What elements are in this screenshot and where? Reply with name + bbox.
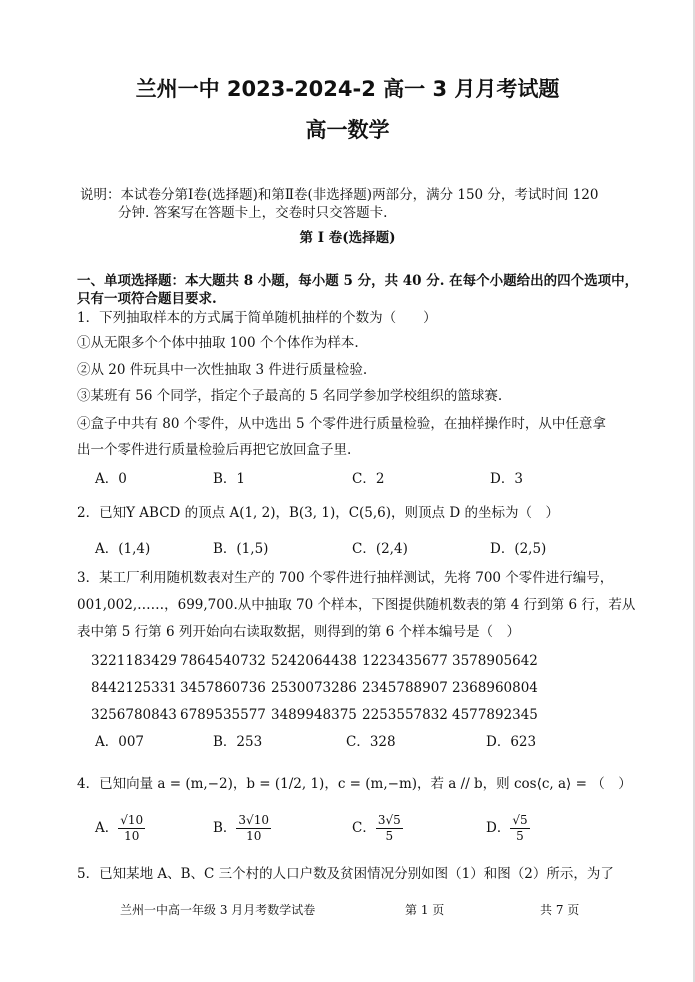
table-cell: 2345788907 <box>362 680 448 696</box>
q3-stem-2: 001,002,……，699,700.从中抽取 70 个样本，下图提供随机数表的第 4 行到第 6 行，若从 <box>77 597 636 613</box>
denominator: 5 <box>516 829 524 843</box>
subject-title: 高一数学 <box>305 118 390 142</box>
option-label: A． <box>95 820 119 836</box>
q1-item: ②从 20 件玩具中一次性抽取 3 件进行质量检验. <box>77 362 368 378</box>
table-cell: 6789535577 <box>180 707 266 723</box>
q2-option-c: C．(2,4) <box>352 541 408 557</box>
section-heading-1: 一、单项选择题：本大题共 8 小题，每小题 5 分，共 40 分. 在每个小题给出的四个选项中， <box>77 273 639 289</box>
q3-stem-3: 表中第 5 行第 6 列开始向右读取数据，则得到的第 6 个样本编号是（ ） <box>77 624 521 640</box>
q3-option-c: C．328 <box>346 734 396 750</box>
footer-page: 第 1 页 <box>405 903 445 917</box>
table-cell: 8442125331 <box>91 680 177 696</box>
fraction <box>236 813 271 844</box>
table-cell: 2530073286 <box>271 680 357 696</box>
q1-item: ①从无限多个个体中抽取 100 个个体作为样本. <box>77 335 359 351</box>
part-heading: 第 I 卷(选择题) <box>299 230 396 246</box>
q4-option <box>486 813 530 844</box>
table-cell: 1223435677 <box>362 653 448 669</box>
table-cell: 3221183429 <box>91 653 177 669</box>
q1-stem: 1．下列抽取样本的方式属于简单随机抽样的个数为（ ） <box>77 310 437 326</box>
option-label: D． <box>486 820 511 836</box>
q3-stem-1: 3．某工厂利用随机数表对生产的 700 个零件进行抽样测试，先将 700 个零件进行编号， <box>77 570 614 586</box>
table-cell: 3457860736 <box>180 680 266 696</box>
q1-option-a: A．0 <box>95 471 127 487</box>
denominator: 10 <box>124 829 140 843</box>
q4-option <box>213 813 271 844</box>
numerator: 3√10 <box>238 813 269 827</box>
q2-option-a: A．(1,4) <box>95 541 151 557</box>
q3-option-a: A．007 <box>95 734 145 750</box>
q4-option <box>352 813 403 844</box>
table-cell: 4577892345 <box>452 707 538 723</box>
q1-item: ③某班有 56 个同学，指定个子最高的 5 名同学参加学校组织的篮球赛. <box>77 388 503 404</box>
table-cell: 3489948375 <box>271 707 357 723</box>
q2-option-d: D．(2,5) <box>490 541 547 557</box>
q1-option-c: C．2 <box>352 471 385 487</box>
table-cell: 2368960804 <box>452 680 538 696</box>
q4-option <box>95 813 145 844</box>
q2-option-b: B．(1,5) <box>213 541 269 557</box>
numerator: √10 <box>120 813 144 827</box>
footer-left: 兰州一中高一年级 3 月月考数学试卷 <box>120 903 316 917</box>
q1-item: 出一个零件进行质量检验后再把它放回盒子里. <box>77 442 352 458</box>
q3-option-b: B．253 <box>213 734 263 750</box>
fraction <box>118 813 145 844</box>
instructions-line-1: 说明：本试卷分第Ⅰ卷(选择题)和第Ⅱ卷(非选择题)两部分，满分 150 分，考试时间 120 <box>80 187 599 203</box>
section-heading-2: 只有一项符合题目要求. <box>77 291 217 307</box>
fraction <box>376 813 403 844</box>
table-cell: 3256780843 <box>91 707 177 723</box>
option-label: B． <box>213 820 237 836</box>
q4-stem: 4．已知向量 a = (m,−2)，b = (1/2, 1)，c = (m,−m)，若 a // b，则 cos⟨c, a⟩ = （ ） <box>77 776 632 792</box>
q1-item: ④盒子中共有 80 个零件，从中选出 5 个零件进行质量检验，在抽样操作时，从中任意拿 <box>77 416 606 432</box>
table-cell: 2253557832 <box>362 707 448 723</box>
denominator: 5 <box>385 829 394 843</box>
q2-stem: 2．已知Y ABCD 的顶点 A(1, 2)，B(3, 1)，C(5,6)，则顶点 D 的坐标为（ ） <box>77 505 559 521</box>
q1-option-d: D．3 <box>490 471 523 487</box>
denominator: 10 <box>246 829 262 843</box>
instructions-line-2: 分钟. 答案写在答题卡上，交卷时只交答题卡. <box>118 205 388 221</box>
q5-stem: 5．已知某地 A、B、C 三个村的人口户数及贫困情况分别如图（1）和图（2）所示，为了 <box>77 866 614 882</box>
q1-option-b: B．1 <box>213 471 246 487</box>
table-cell: 3578905642 <box>452 653 538 669</box>
fraction <box>510 813 529 844</box>
q3-option-d: D．623 <box>486 734 537 750</box>
table-cell: 7864540732 <box>180 653 266 669</box>
numerator: √5 <box>512 813 528 827</box>
numerator: 3√5 <box>377 813 401 827</box>
exam-title: 兰州一中 2023-2024-2 高一 3 月月考试题 <box>135 77 560 101</box>
footer-total: 共 7 页 <box>540 903 580 917</box>
table-cell: 5242064438 <box>271 653 357 669</box>
option-label: C． <box>352 820 376 836</box>
